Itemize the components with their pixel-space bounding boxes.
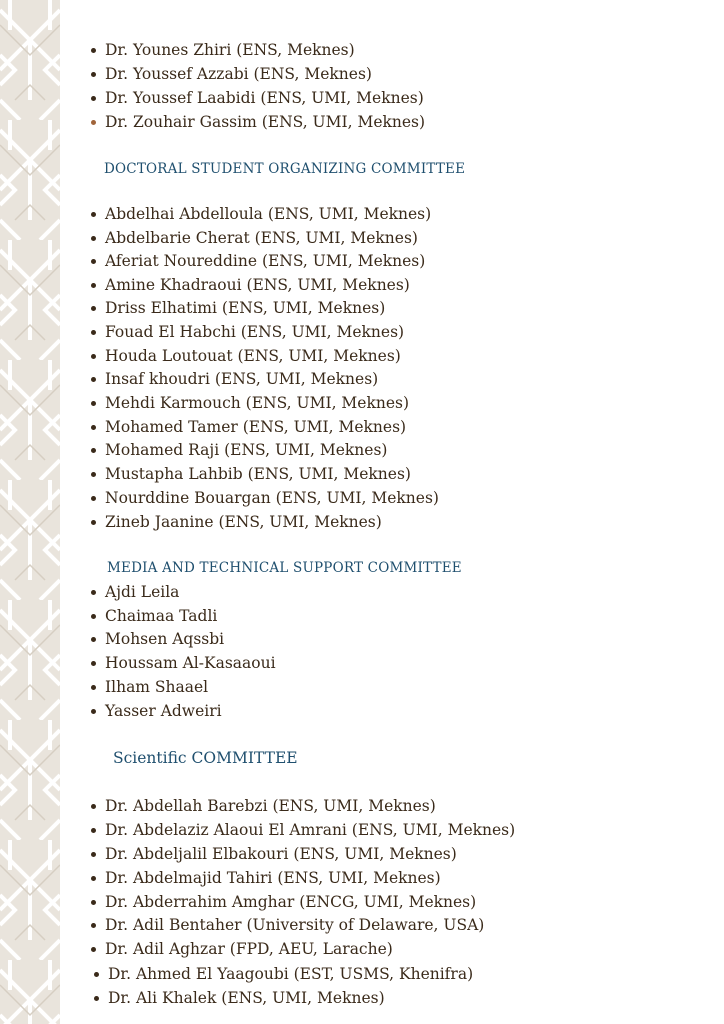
list-item: Dr. Youssef Laabidi (ENS, UMI, Meknes) bbox=[105, 89, 424, 107]
list-item: Mustapha Lahbib (ENS, UMI, Meknes) bbox=[105, 465, 411, 483]
list-item: Ilham Shaael bbox=[105, 678, 209, 696]
list-item: Dr. Abdelaziz Alaoui El Amrani (ENS, UMI, Meknes) bbox=[105, 821, 516, 839]
list-item: Driss Elhatimi (ENS, UMI, Meknes) bbox=[105, 299, 386, 317]
list-item: Ajdi Leila bbox=[105, 583, 180, 601]
list-item: Insaf khoudri (ENS, UMI, Meknes) bbox=[105, 370, 379, 388]
list-item: Dr. Younes Zhiri (ENS, Meknes) bbox=[105, 41, 355, 59]
list-item: Nourddine Bouargan (ENS, UMI, Meknes) bbox=[105, 489, 439, 507]
list-item: Amine Khadraoui (ENS, UMI, Meknes) bbox=[105, 276, 410, 294]
list-item: Dr. Adil Bentaher (University of Delaware, USA) bbox=[105, 916, 485, 934]
list-item: Dr. Ali Khalek (ENS, UMI, Meknes) bbox=[108, 989, 385, 1007]
list-item: Dr. Abdeljalil Elbakouri (ENS, UMI, Meknes) bbox=[105, 845, 457, 863]
list-item: Dr. Abdelmajid Tahiri (ENS, UMI, Meknes) bbox=[105, 869, 441, 887]
list-item: Dr. Adil Aghzar (FPD, AEU, Larache) bbox=[105, 940, 393, 958]
list-item: Abdelbarie Cherat (ENS, UMI, Meknes) bbox=[105, 229, 418, 247]
list-item: Dr. Ahmed El Yaagoubi (EST, USMS, Khenifra) bbox=[108, 965, 474, 983]
list-item: Houssam Al-Kasaaoui bbox=[105, 654, 276, 672]
list-item: Yasser Adweiri bbox=[105, 702, 222, 720]
list-item: Chaimaa Tadli bbox=[105, 607, 218, 625]
list-item: Dr. Abderrahim Amghar (ENCG, UMI, Meknes) bbox=[105, 893, 477, 911]
list-item: Mohsen Aqssbi bbox=[105, 630, 225, 648]
list-item: Mohamed Tamer (ENS, UMI, Meknes) bbox=[105, 418, 407, 436]
list-item: Dr. Zouhair Gassim (ENS, UMI, Meknes) bbox=[105, 113, 426, 131]
scientific-committee-heading: Scientific COMMITTEE bbox=[113, 749, 298, 767]
doctoral-committee-heading: DOCTORAL STUDENT ORGANIZING COMMITTEE bbox=[104, 161, 466, 177]
list-item: Mohamed Raji (ENS, UMI, Meknes) bbox=[105, 441, 388, 459]
media-committee-heading: MEDIA AND TECHNICAL SUPPORT COMMITTEE bbox=[107, 560, 462, 576]
list-item: Houda Loutouat (ENS, UMI, Meknes) bbox=[105, 347, 401, 365]
list-item: Abdelhai Abdelloula (ENS, UMI, Meknes) bbox=[105, 205, 432, 223]
list-item: Dr. Youssef Azzabi (ENS, Meknes) bbox=[105, 65, 372, 83]
list-item: Zineb Jaanine (ENS, UMI, Meknes) bbox=[105, 513, 382, 531]
list-item: Aferiat Noureddine (ENS, UMI, Meknes) bbox=[105, 252, 426, 270]
list-item: Fouad El Habchi (ENS, UMI, Meknes) bbox=[105, 323, 405, 341]
list-item: Mehdi Karmouch (ENS, UMI, Meknes) bbox=[105, 394, 410, 412]
list-item: Dr. Abdellah Barebzi (ENS, UMI, Meknes) bbox=[105, 797, 436, 815]
